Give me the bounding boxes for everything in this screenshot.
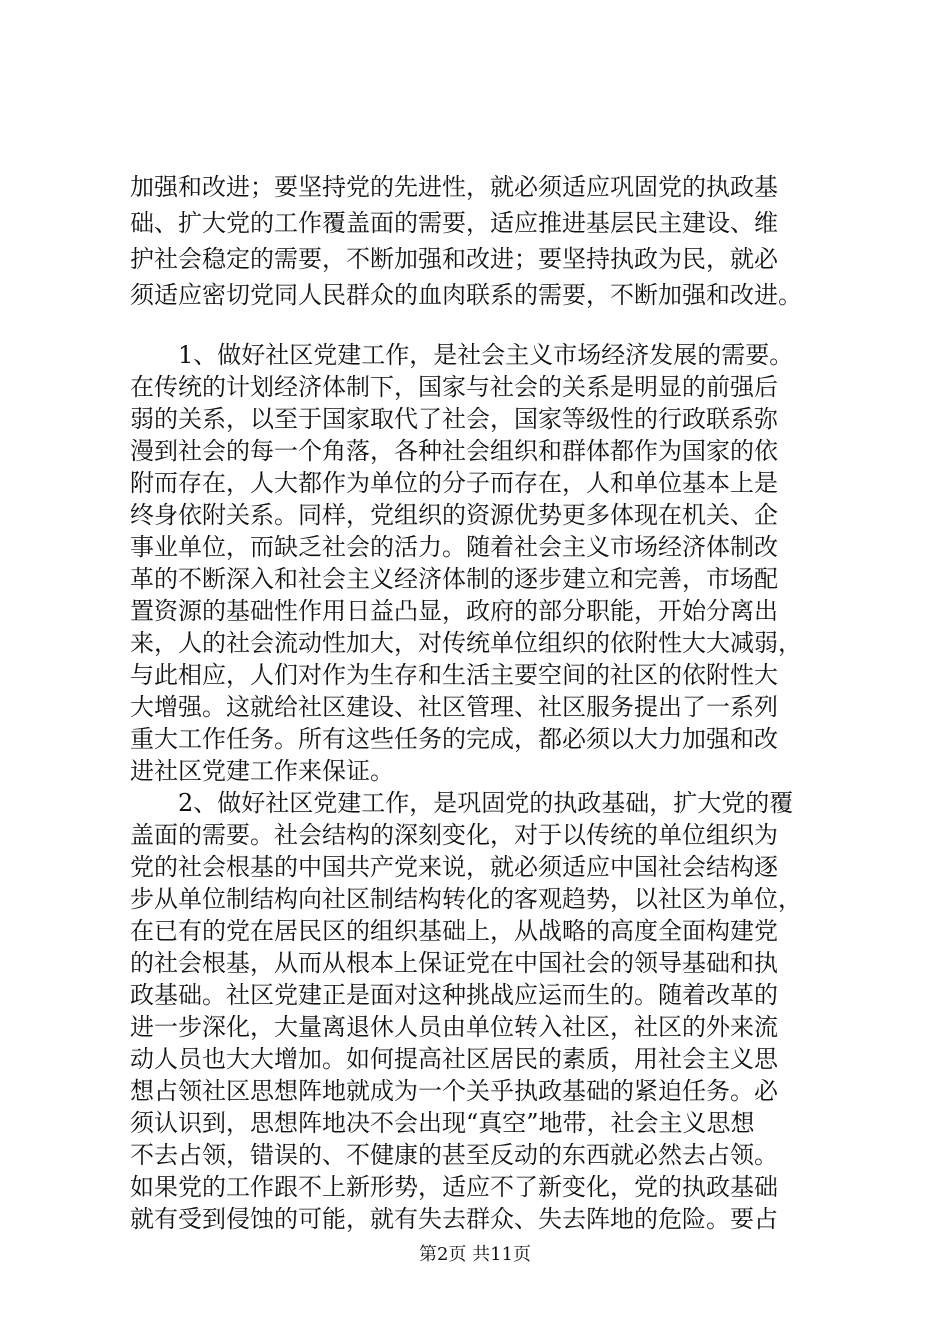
paragraph-line: 党的社会根基的中国共产党来说，就必须适应中国社会结构逐 bbox=[130, 853, 778, 881]
paragraph-line: 在传统的计划经济体制下，国家与社会的关系是明显的前强后 bbox=[130, 373, 778, 401]
paragraph-line: 漫到社会的每一个角落，各种社会组织和群体都作为国家的依 bbox=[130, 437, 778, 465]
paragraph-line: 弱的关系，以至于国家取代了社会，国家等级性的行政联系弥 bbox=[130, 405, 778, 433]
paragraph-line: 与此相应，人们对作为生存和生活主要空间的社区的依附性大 bbox=[130, 661, 778, 689]
paragraph-line: 加强和改进；要坚持党的先进性，就必须适应巩固党的执政基 bbox=[130, 173, 778, 201]
paragraph-line: 就有受到侵蚀的可能，就有失去群众、失去阵地的危险。要占 bbox=[130, 1205, 778, 1233]
paragraph-line: 革的不断深入和社会主义经济体制的逐步建立和完善，市场配 bbox=[130, 565, 778, 593]
paragraph-line: 终身依附关系。同样，党组织的资源优势更多体现在机关、企 bbox=[130, 501, 778, 529]
paragraph-line: 须认识到，思想阵地决不会出现“真空”地带，社会主义思想 bbox=[130, 1109, 755, 1137]
paragraph-line: 大增强。这就给社区建设、社区管理、社区服务提出了一系列 bbox=[130, 693, 778, 721]
paragraph-line: 进社区党建工作来保证。 bbox=[130, 757, 394, 785]
paragraph-line: 须适应密切党同人民群众的血肉联系的需要，不断加强和改进。 bbox=[130, 281, 802, 309]
paragraph-line: 想占领社区思想阵地就成为一个关乎执政基础的紧迫任务。必 bbox=[130, 1077, 778, 1105]
paragraph-line: 2、做好社区党建工作，是巩固党的执政基础，扩大党的覆 bbox=[178, 789, 794, 817]
page-footer: 第2页 共11页 bbox=[418, 1244, 532, 1265]
paragraph-line: 动人员也大大增加。如何提高社区居民的素质，用社会主义思 bbox=[130, 1045, 778, 1073]
paragraph-line: 础、扩大党的工作覆盖面的需要，适应推进基层民主建设、维 bbox=[130, 209, 778, 237]
paragraph-line: 在已有的党在居民区的组织基础上，从战略的高度全面构建党 bbox=[130, 917, 778, 945]
paragraph-line: 护社会稳定的需要，不断加强和改进；要坚持执政为民，就必 bbox=[130, 245, 778, 273]
paragraph-line: 如果党的工作跟不上新形势，适应不了新变化，党的执政基础 bbox=[130, 1173, 778, 1201]
paragraph-line: 置资源的基础性作用日益凸显，政府的部分职能，开始分离出 bbox=[130, 597, 778, 625]
paragraph-line: 的社会根基，从而从根本上保证党在中国社会的领导基础和执 bbox=[130, 949, 778, 977]
paragraph-line: 附而存在，人大都作为单位的分子而存在，人和单位基本上是 bbox=[130, 469, 778, 497]
paragraph-line: 重大工作任务。所有这些任务的完成，都必须以大力加强和改 bbox=[130, 725, 778, 753]
paragraph-line: 盖面的需要。社会结构的深刻变化，对于以传统的单位组织为 bbox=[130, 821, 778, 849]
paragraph-line: 来，人的社会流动性加大，对传统单位组织的依附性大大减弱， bbox=[130, 629, 802, 657]
paragraph-line: 政基础。社区党建正是面对这种挑战应运而生的。随着改革的 bbox=[130, 981, 778, 1009]
paragraph-line: 1、做好社区党建工作，是社会主义市场经济发展的需要。 bbox=[178, 341, 794, 369]
paragraph-line: 不去占领，错误的、不健康的甚至反动的东西就必然去占领。 bbox=[130, 1141, 778, 1169]
paragraph-line: 进一步深化，大量离退休人员由单位转入社区，社区的外来流 bbox=[130, 1013, 778, 1041]
paragraph-line: 步从单位制结构向社区制结构转化的客观趋势，以社区为单位， bbox=[130, 885, 802, 913]
paragraph-line: 事业单位，而缺乏社会的活力。随着社会主义市场经济体制改 bbox=[130, 533, 778, 561]
